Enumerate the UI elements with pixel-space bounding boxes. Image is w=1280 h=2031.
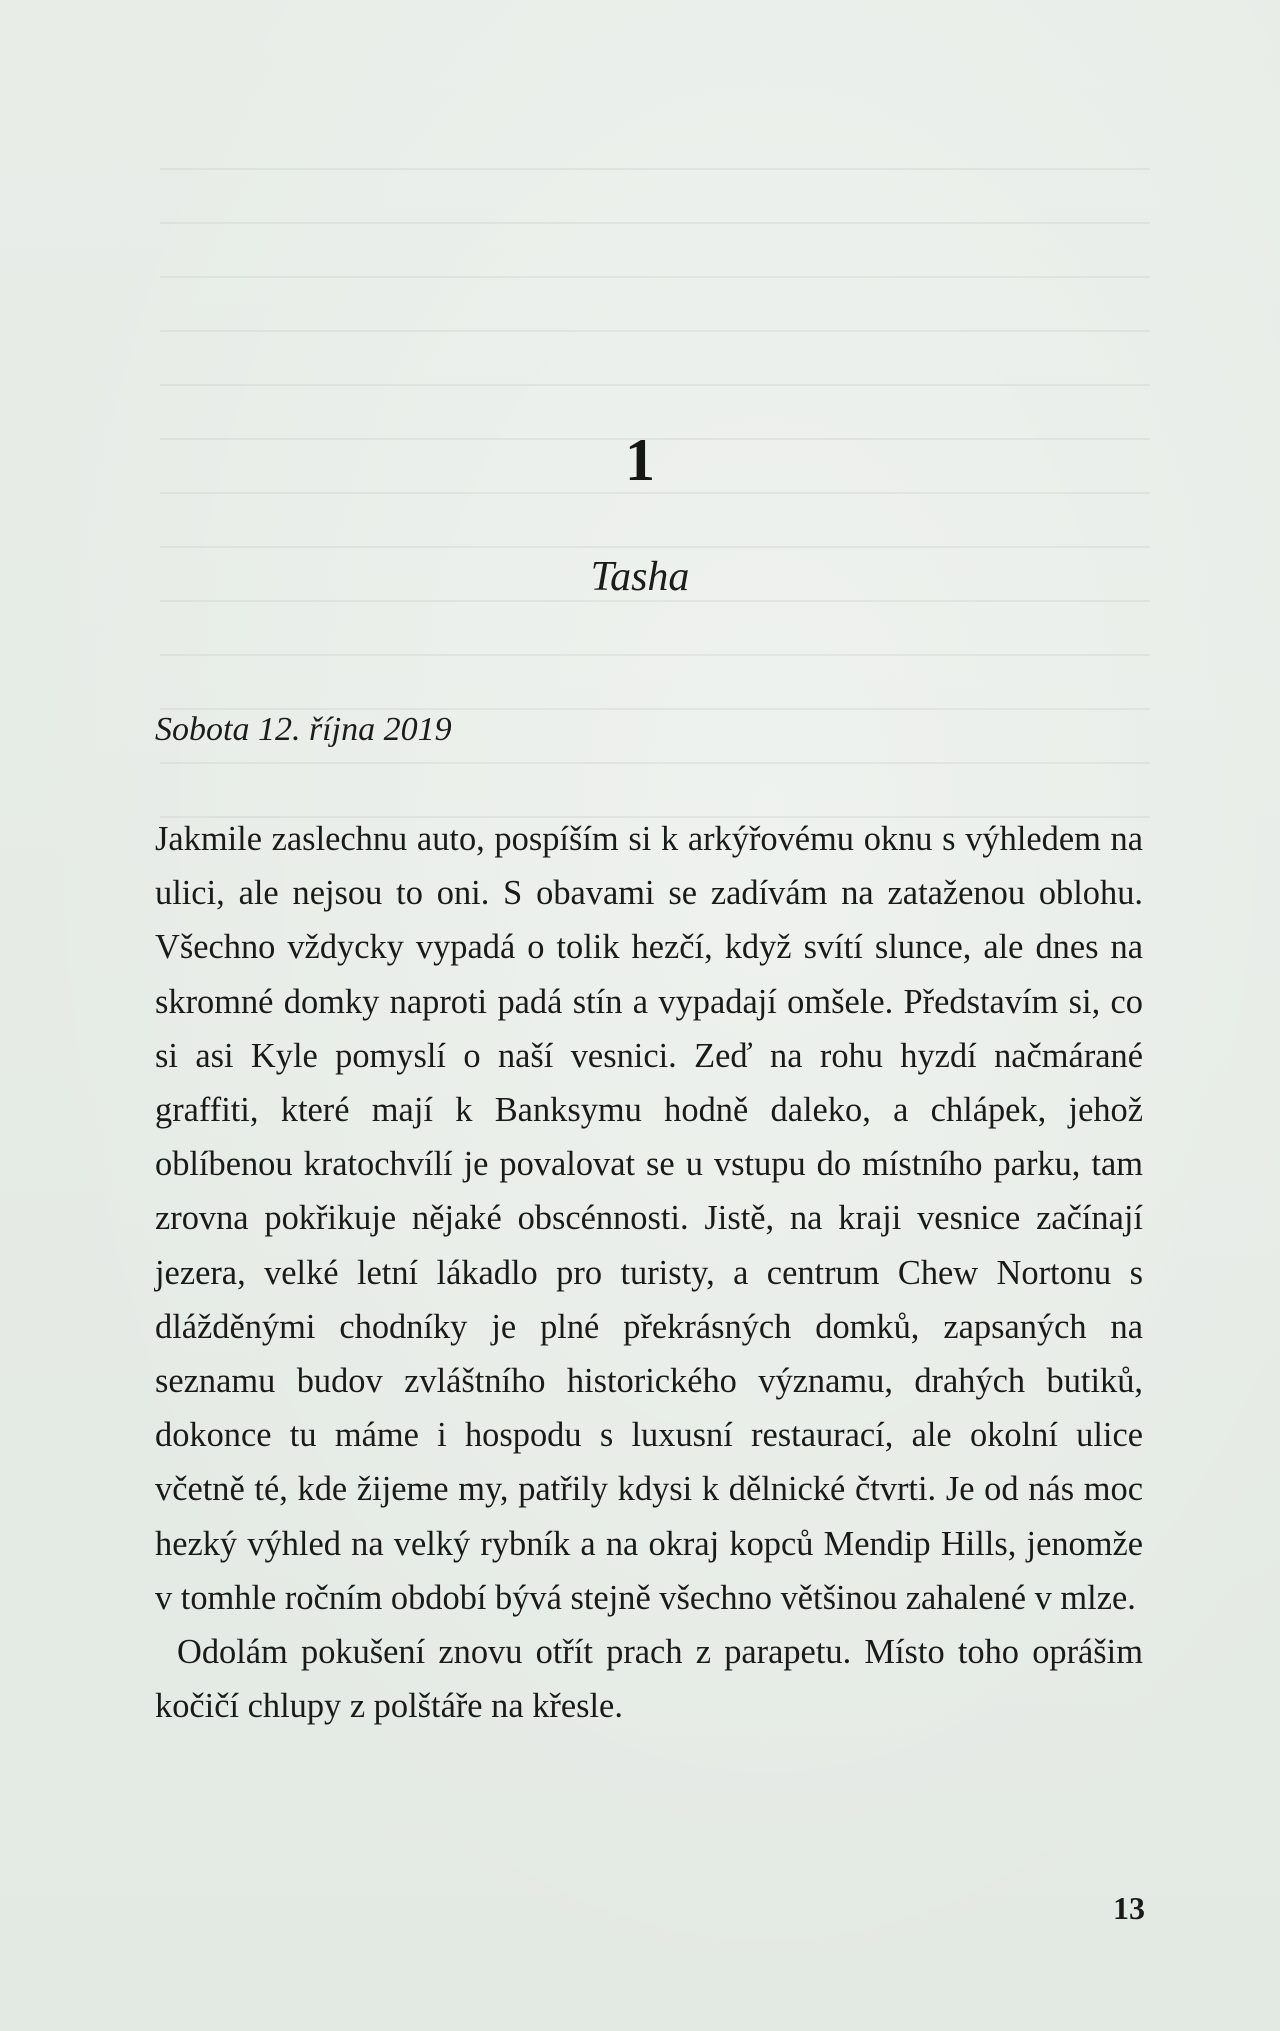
show-through-line [160, 222, 1150, 224]
show-through-line [160, 330, 1150, 332]
show-through-line [160, 384, 1150, 386]
chapter-body [155, 812, 1143, 1733]
show-through-line [160, 168, 1150, 170]
body-paragraph: Jakmile zaslechnu auto, pospíším si k arkýřovému oknu s výhledem na ulici, ale nejsou to oni. S obavami se zadívám na zataženou oblohu. Všechno vždycky vypadá o tolik hezčí, když svítí slunce, ale dnes na skromné domky naproti padá stín a vypadají omšele. Představím si, co si asi Kyle pomyslí o naší vesnici. Zeď na rohu hyzdí načmárané graffiti, které mají k Banksymu hodně daleko, a chlápek, jehož oblíbenou kratochvílí je povalovat se u vstupu do místního parku, tam zrovna pokřikuje nějaké obscénnosti. Jistě, na kraji vesnice začínají jezera, velké letní lákadlo pro turisty, a centrum Chew Nortonu s dlážděnými chodníky je plné překrásných domků, zapsaných na seznamu budov zvláštního historického významu, drahých butiků, dokonce tu máme i hospodu s luxusní restaurací, ale okolní ulice včetně té, kde žijeme my, patřily kdysi k dělnické čtvrti. Je od nás moc hezký výhled na velký rybník a na okraj kopců Mendip Hills, jenomže v tomhle ročním období bývá stejně všechno většinou zahalené v mlze. [155, 820, 1143, 1617]
show-through-line [160, 276, 1150, 278]
show-through-line [160, 762, 1150, 764]
chapter-dateline: Sobota 12. října 2019 [155, 711, 452, 748]
page-number: 13 [1113, 1890, 1145, 1926]
chapter-title: Tasha [590, 554, 690, 600]
chapter-number: 1 [625, 427, 655, 493]
show-through-line [160, 546, 1150, 548]
show-through-line [160, 654, 1150, 656]
show-through-line [160, 492, 1150, 494]
body-paragraph: Odolám pokušení znovu otřít prach z parapetu. Místo toho oprášim kočičí chlupy z polštáře na křesle. [155, 1633, 1143, 1726]
